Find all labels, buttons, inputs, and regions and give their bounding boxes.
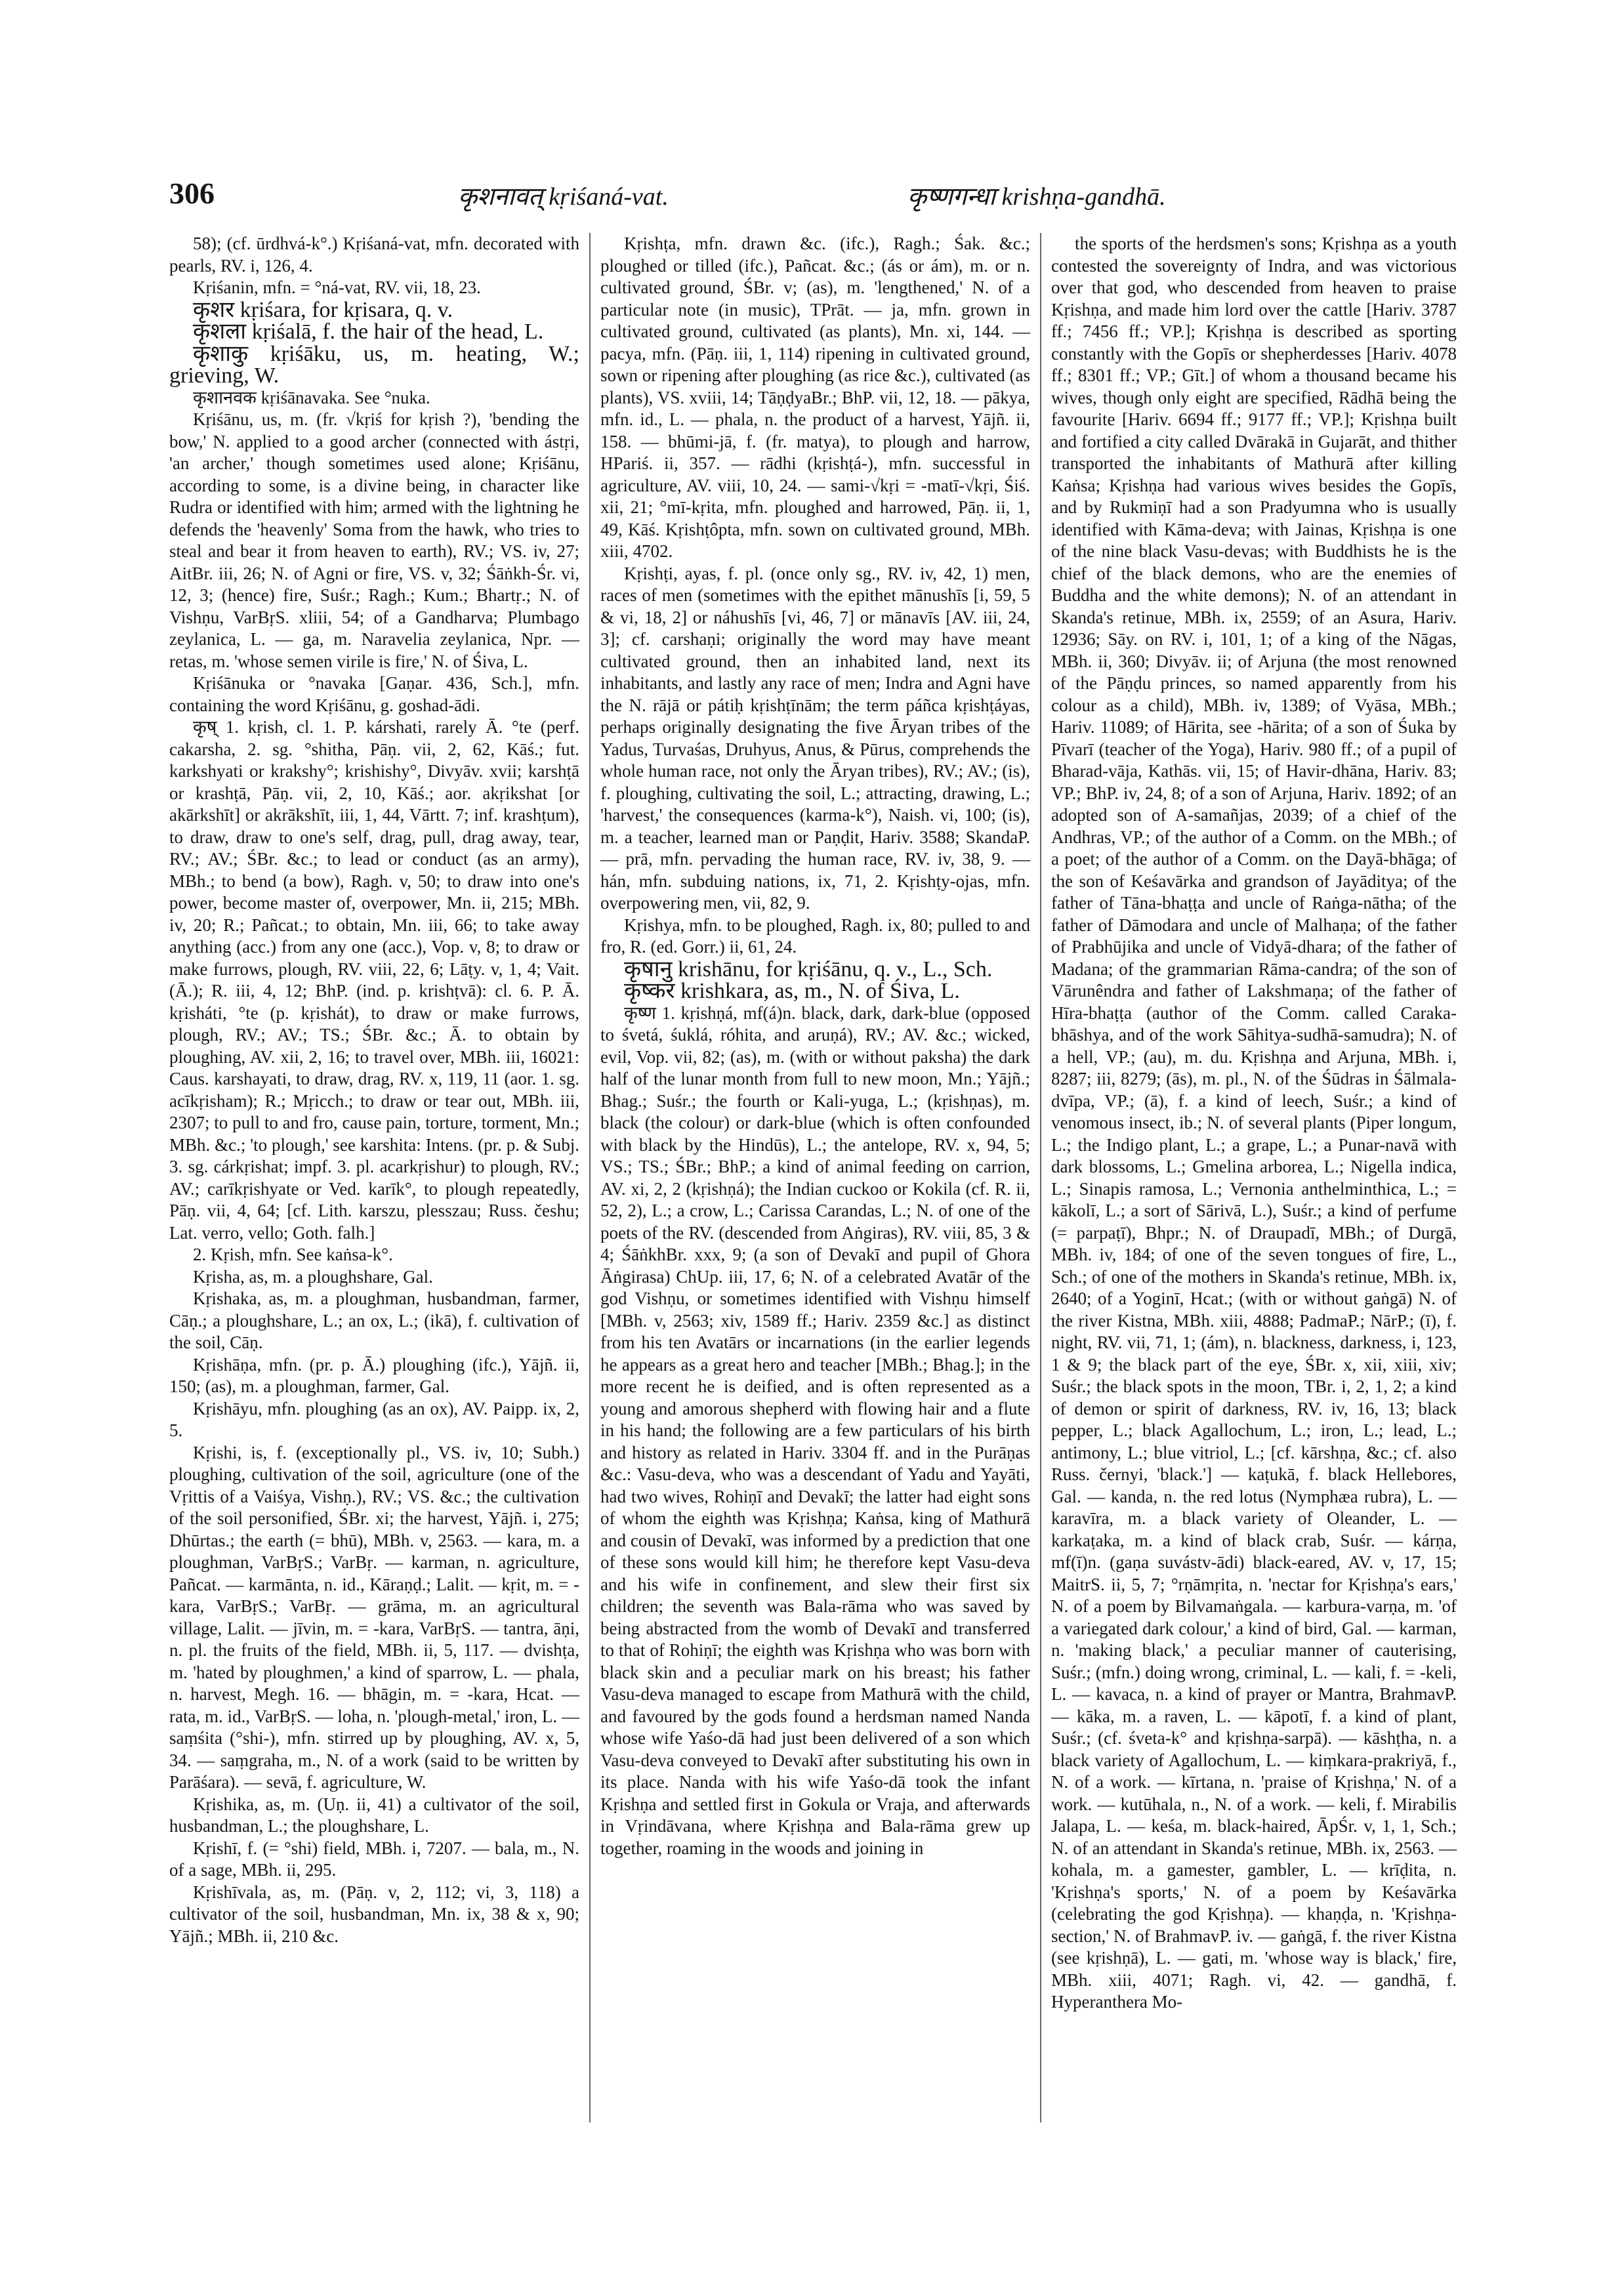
- entry: 58); (cf. ūrdhvá-k°.) Kṛiśaná-vat, mfn. decorated with pearls, RV. i, 126, 4.: [169, 234, 579, 276]
- column-2: [600, 233, 1030, 1859]
- entry: Kṛishi, is, f. (exceptionally pl., VS. iv, 10; Subh.) ploughing, cultivation of the soil, agriculture (one of the Vṛittis of a Vaiśya, Vishṇ.), RV.; VS. &c.; the cultivation of the soil personified, ŚBr. xi; the harvest, Yājñ. i, 275; Dhūrtas.; the earth (= bhū), MBh. v, 2563. — kara, m. a ploughman, VarBṛS.; VarBṛ. — karman, n. agriculture, Pañcat. — karmānta, n. id., Kāraṇḍ.; Lalit. — kṛit, m. = -kara, VarBṛS.; VarBṛ. — grāma, m. an agricultural village, Lalit. — jīvin, m. = -kara, VarBṛS. — tantra, āṇi, n. pl. the fruits of the field, MBh. ii, 5, 117. — dvishṭa, m. 'hated by ploughmen,' a kind of sparrow, L. — phala, n. harvest, Megh. 16. — bhāgin, m. = -kara, Hcat. — rata, m. id., VarBṛS. — loha, n. 'plough-metal,' iron, L. — saṃśita (°shi-), mfn. stirred up by ploughing, AV. x, 5, 34. — saṃgraha, m., N. of a work (said to be written by Parāśara). — sevā, f. agriculture, W.: [169, 1442, 579, 1792]
- entry: Kṛishāṇa, mfn. (pr. p. Ā.) ploughing (ifc.), Yājñ. ii, 150; (as), m. a ploughman, farmer, Gal.: [169, 1354, 579, 1396]
- page-number: 306: [169, 176, 215, 210]
- running-head-left: कृशनावत् kṛiśaná-vat.: [458, 183, 669, 211]
- entry: Kṛishīvala, as, m. (Pāṇ. v, 2, 112; vi, 3, 118) a cultivator of the soil, husbandman, Mn. ix, 38 & x, 90; Yājñ.; MBh. ii, 210 &c.: [169, 1882, 579, 1946]
- entry: कृष्कर krishkara, as, m., N. of Śiva, L.: [624, 979, 960, 1003]
- entry: कृशर kṛiśara, for kṛisara, q. v.: [193, 297, 453, 322]
- entry: Kṛishika, as, m. (Uṇ. ii, 41) a cultivator of the soil, husbandman, L.; the ploughshare, L.: [169, 1794, 579, 1836]
- page-header: [169, 176, 1455, 228]
- entry: कृशानवक kṛiśānavaka. See °nuka.: [193, 387, 430, 407]
- column-divider-2: [1040, 233, 1041, 2122]
- column-3: [1051, 233, 1457, 2014]
- entry: कृशला kṛiśalā, f. the hair of the head, L.: [193, 320, 544, 344]
- entry: Kṛishī, f. (= °shi) field, MBh. i, 7207. — bala, m., N. of a sage, MBh. ii, 295.: [169, 1838, 579, 1880]
- entry: कृशाकु kṛiśāku, us, m. heating, W.; grieving, W.: [169, 341, 579, 388]
- entry: Kṛishya, mfn. to be ploughed, Ragh. ix, 80; pulled to and fro, R. (ed. Gorr.) ii, 61, 24.: [600, 915, 1030, 957]
- entry: कृष्ण 1. kṛishṇá, mf(á)n. black, dark, dark-blue (opposed to śvetá, śuklá, róhita, and aruṇá), RV.; AV. &c.; wicked, evil, Vop. vii, 82; (as), m. (with or without paksha) the dark half of the lunar month from full to new moon, Mn.; Yājñ.; Bhag.; Suśr.; the fourth or Kali-yuga, L.; (kṛishṇas), m. black (the colour) or dark-blue (which is often confounded with black by the Hindūs), L.; the antelope, RV. x, 94, 5; VS.; TS.; ŚBr.; BhP.; a kind of animal feeding on carrion, AV. xi, 2, 2 (kṛishṇá); the Indian cuckoo or Kokila (cf. R. ii, 52, 2), L.; a crow, L.; Carissa Carandas, L.; N. of one of the poets of the RV. (descended from Aṅgiras), RV. viii, 85, 3 & 4; ŚāṅkhBr. xxx, 9; (a son of Devakī and pupil of Ghora Āṅgirasa) ChUp. iii, 17, 6; N. of a celebrated Avatār of the god Vishṇu, or sometimes identified with Vishṇu himself [MBh. v, 2563; xiv, 1589 ff.; Hariv. 2359 &c.] as distinct from his ten Avatārs or incarnations (in the earlier legends he appears as a great hero and teacher [MBh.; Bhag.]; in the more recent he is deified, and is often represented as a young and amorous shepherd with flowing hair and a flute in his hand; the following are a few particulars of his birth and history as related in Hariv. 3304 ff. and in the Purāṇas &c.: Vasu-deva, who was a descendant of Yadu and Yayāti, had two wives, Rohiṇī and Devakī; the latter had eight sons of whom the eighth was Kṛishṇa; Kaṅsa, king of Mathurā and cousin of Devakī, was informed by a prediction that one of these sons would kill him; he therefore kept Vasu-deva and his wife in confinement, and slew their first six children; the seventh was Bala-rāma who was saved by being abstracted from the womb of Devakī and transferred to that of Rohiṇī; the eighth was Kṛishṇa who was born with black skin and a peculiar mark on his breast; his father Vasu-deva managed to escape from Mathurā with the child, and favoured by the gods found a herdsman named Nanda whose wife Yaśo-dā had just been delivered of a son which Vasu-deva conveyed to Devakī after substituting his own in its place. Nanda with his wife Yaśo-dā took the infant Kṛishṇa and settled first in Gokula or Vraja, and afterwards in Vṛindāvana, where Kṛishṇa and Bala-rāma grew up together, roaming in the woods and joining in: [600, 1003, 1030, 1858]
- entry: Kṛishṭa, mfn. drawn &c. (ifc.), Ragh.; Śak. &c.; ploughed or tilled (ifc.), Pañcat. &c.; (ás or ám), m. or n. cultivated ground, ŚBr. v; (as), m. 'lengthened,' N. of a particular note (in music), TPrāt. — ja, mfn. grown in cultivated ground, cultivated (as plants), Mn. xi, 144. — pacya, mfn. (Pāṇ. iii, 1, 114) ripening in cultivated ground, sown or ripening after ploughing (as rice &c.), cultivated (as plants), VS. xviii, 14; TāṇḍyaBr.; BhP. vii, 12, 18. — pākya, mfn. id., L. — phala, n. the product of a harvest, Yājñ. ii, 158. — bhūmi-jā, f. (fr. matya), to plough and harrow, HPariś. ii, 357. — rādhi (kṛishṭá-), mfn. successful in agriculture, AV. viii, 10, 24. — sami-√kṛi = -matī-√kṛi, Śiś. xii, 21; °mī-kṛita, mfn. ploughed and harrowed, Pāṇ. ii, 1, 49, Kāś. Kṛishṭôpta, mfn. sown on cultivated ground, MBh. xiii, 4702.: [600, 234, 1030, 561]
- entry: कृषानु krishānu, for kṛiśānu, q. v., L., Sch.: [624, 957, 993, 982]
- entry: कृष् 1. kṛish, cl. 1. P. kárshati, rarely Ā. °te (perf. cakarsha, 2. sg. °shitha, Pāṇ. vii, 2, 62, Kāś.; fut. karkshyati or krakshy°; krishishy°, Divyāv. xvii; karshṭā or krashṭā, Pāṇ. vii, 2, 10, Kāś.; aor. akṛikshat [or akārkshīt] or akrākshīt, iii, 1, 44, Vārtt. 7; inf. krashṭum), to draw, draw to one's self, drag, pull, drag away, tear, RV.; AV.; ŚBr. &c.; to lead or conduct (as an army), MBh.; to bend (a bow), Ragh. v, 50; to draw into one's power, become master of, overpower, Mn. ii, 215; MBh. iv, 20; R.; Pañcat.; to obtain, Mn. iii, 66; to take away anything (acc.) from any one (acc.), Vop. v, 8; to draw or make furrows, plough, RV. viii, 22, 6; Lāṭy. v, 1, 4; Vait. (Ā.); R. iii, 4, 12; BhP. (ind. p. krishṭvā): cl. 6. P. Ā. kṛisháti, °te (p. kṛishát), to draw or make furrows, plough, RV.; AV.; TS.; ŚBr. &c.; Ā. to obtain by ploughing, AV. xii, 2, 16; to travel over, MBh. iii, 16021: Caus. karshayati, to draw, drag, RV. x, 119, 11 (aor. 1. sg. acīkṛisham); R.; Mṛicch.; to draw or tear out, MBh. iii, 2307; to pull to and fro, cause pain, torture, torment, Mn.; MBh. &c.; 'to plough,' see karshita: Intens. (pr. p. & Subj. 3. sg. cárkṛishat; impf. 3. pl. acarkṛishur) to plough, RV.; AV.; carīkṛishyate or Ved. karīk°, to plough repeatedly, Pāṇ. vii, 4, 64; [cf. Lith. karszu, plesszau; Russ. česhu; Lat. verro, vello; Goth. falh.]: [169, 717, 579, 1243]
- entry: Kṛisha, as, m. a ploughshare, Gal.: [193, 1266, 433, 1287]
- entry: Kṛiśānuka or °navaka [Gaṇar. 436, Sch.], mfn. containing the word Kṛiśānu, g. goshad-ādi.: [169, 673, 579, 715]
- entry: Kṛiśanin, mfn. = °ná-vat, RV. vii, 18, 23.: [193, 278, 481, 297]
- entry: Kṛiśānu, us, m. (fr. √kṛiś for kṛish ?), 'bending the bow,' N. applied to a good archer (connected with ástṛi, 'an archer,' though sometimes used alone; Kṛiśānu, according to some, is a divine being, in character like Rudra or identified with him; armed with the lightning he defends the 'heavenly' Soma from the hawk, who tries to steal and bear it from heaven to earth), RV.; VS. iv, 27; AitBr. iii, 26; N. of Agni or fire, VS. v, 32; Śāṅkh-Śr. vi, 12, 3; (hence) fire, Suśr.; Ragh.; Kum.; Bhartṛ.; N. of Vishṇu, VarBṛS. xliii, 54; of a Gandharva; Plumbago zeylanica, L. — ga, m. Naravelia zeylanica, Npr. — retas, m. 'whose semen virile is fire,' N. of Śiva, L.: [169, 409, 579, 671]
- entry: Kṛishṭi, ayas, f. pl. (once only sg., RV. iv, 42, 1) men, races of men (sometimes with the epithet mānushīs [i, 59, 5 & vi, 18, 2] or náhushīs [vi, 46, 7] or mānavīs [AV. iii, 24, 3]; cf. carshaṇi; originally the word may have meant cultivated ground, then an inhabited land, next its inhabitants, and lastly any race of men; Indra and Agni have the N. rājā or pátiḥ kṛishṭīnām; the term páñca kṛishṭáyas, perhaps originally designating the five Āryan tribes of the Yadus, Turvaśas, Druhyus, Anus, & Pūrus, comprehends the whole human race, not only the Āryan tribes), RV.; AV.; (is), f. ploughing, cultivating the soil, L.; attracting, drawing, L.; 'harvest,' the consequences (karma-k°), Naish. vi, 100; (is), m. a teacher, learned man or Paṇḍit, Hariv. 3588; SkandaP. — prā, mfn. pervading the human race, RV. iv, 38, 9. — hán, mfn. subduing nations, ix, 71, 2. Kṛishṭy-ojas, mfn. overpowering men, vii, 82, 9.: [600, 563, 1030, 913]
- entry: Kṛishaka, as, m. a ploughman, husbandman, farmer, Cāṇ.; a ploughshare, L.; an ox, L.; (ikā), f. cultivation of the soil, Cāṇ.: [169, 1289, 579, 1352]
- column-divider-1: [589, 233, 591, 2122]
- entry: 2. Kṛish, mfn. See kaṅsa-k°.: [193, 1245, 393, 1264]
- column-1: [169, 233, 579, 1947]
- entry: Kṛishāyu, mfn. ploughing (as an ox), AV. Paipp. ix, 2, 5.: [169, 1398, 579, 1440]
- entry: the sports of the herdsmen's sons; Kṛishṇa as a youth contested the sovereignty of Indra, and was victorious over that god, who descended from heaven to praise Kṛishṇa, and made him lord over the cattle [Hariv. 3787 ff.; 7456 ff.; VP.]; Kṛishṇa is described as sporting constantly with the Gopīs or shepherdesses [Hariv. 4078 ff.; 8301 ff.; VP.; Gīt.] of whom a thousand became his wives, though only eight are specified, Rādhā being the favourite [Hariv. 6694 ff.; 9177 ff.; VP.]; Kṛishṇa built and fortified a city called Dvārakā in Gujarāt, and thither transported the inhabitants of Mathurā after killing Kaṅsa; Kṛishṇa had various wives besides the Gopīs, and by Rukmiṇī had a son Pradyumna who is usually identified with Kāma-deva; with Jainas, Kṛishṇa is one of the nine black Vasu-devas; with Buddhists he is the chief of the black demons, who are the enemies of Buddha and the white demons); N. of an attendant in Skanda's retinue, MBh. ix, 2559; of an Asura, Hariv. 12936; Sāy. on RV. i, 101, 1; of a king of the Nāgas, MBh. ii, 360; Divyāv. ii; of Arjuna (the most renowned of the Pāṇḍu princes, so named apparently from his colour as a child), MBh. iv, 1389; of Vyāsa, MBh.; Hariv. 11089; of Hārita, see -hārita; of a son of Śuka by Pīvarī (teacher of the Yoga), Hariv. 980 ff.; of a pupil of Bharad-vāja, Kathās. vii, 15; of Havir-dhāna, Hariv. 83; VP.; BhP. iv, 24, 8; of a son of Arjuna, Hariv. 1892; of an adopted son of A-samañjas, 2039; of a chief of the Andhras, VP.; of the author of a Comm. on the MBh.; of a poet; of the author of a Comm. on the Dayā-bhāga; of the son of Keśavārka and grandson of Jayāditya; of the father of Tāna-bhaṭṭa and uncle of Raṅga-nātha; of the father of Dāmodara and uncle of Malhaṇa; of the father of Prabhūjika and uncle of Vidyā-dhara; of the father of Madana; of the grammarian Rāma-candra; of the son of Vārunêndra and father of Lakshmaṇa; of the father of Hīra-bhaṭṭa (author of the Comm. called Caraka-bhāshya, and of the work Sāhitya-sudhā-samudra); N. of a hell, VP.; (au), m. du. Kṛishṇa and Arjuna, MBh. i, 8287; iii, 8279; (ās), m. pl., N. of the Śūdras in Śālmala-dvīpa, VP.; (ā), f. a kind of leech, Suśr.; a kind of venomous insect, ib.; N. of several plants (Piper longum, L.; the Indigo plant, L.; a grape, L.; a Punar-navā with dark blossoms, L.; Gmelina arborea, L.; Nigella indica, L.; Sinapis ramosa, L.; Vernonia anthelminthica, L.; = kākolī, L.; a sort of Sārivā, L.), Suśr.; a kind of perfume (= parpaṭī), Bhpr.; N. of Draupadī, MBh.; of Durgā, MBh. iv, 184; of one of the seven tongues of fire, L., Sch.; of one of the mothers in Skanda's retinue, MBh. ix, 2640; of a Yoginī, Hcat.; (with or without gaṅgā) N. of the river Kistna, MBh. xiii, 4888; PadmaP.; NārP.; (ī), f. night, RV. vii, 71, 1; (ám), n. blackness, darkness, i, 123, 1 & 9; the black part of the eye, ŚBr. x, xii, xiii, xiv; Suśr.; the black spots in the moon, TBr. i, 2, 1, 2; a kind of demon or spirit of darkness, RV. iv, 16, 13; black pepper, L.; black Agallochum, L.; iron, L.; lead, L.; antimony, L.; blue vitriol, L.; [cf. kārshṇa, &c.; cf. also Russ. černyi, 'black.'] — kaṭukā, f. black Hellebores, Gal. — kanda, n. the red lotus (Nymphæa rubra), L. — karavīra, m. a black variety of Oleander, L. — karkaṭaka, m. a kind of black crab, Suśr. — kárṇa, mf(ī)n. (gaṇa suvástv-ādi) black-eared, AV. v, 17, 15; MaitrS. ii, 5, 7; °rṇāmṛita, n. 'nectar for Kṛishṇa's ears,' N. of a poem by Bilvamaṅgala. — karbura-varṇa, m. 'of a variegated dark colour,' a kind of bird, Gal. — karman, n. 'making black,' a peculiar manner of cauterising, Suśr.; (mfn.) doing wrong, criminal, L. — kali, f. = -keli, L. — kavaca, n. a kind of prayer or Mantra, BrahmavP. — kāka, m. a raven, L. — kāpotī, f. a kind of plant, Suśr.; (cf. śveta-k° and kṛishṇa-sarpā). — kāshṭha, n. a black variety of Agallochum, L. — kiṃkara-prakriyā, f., N. of a work. — kīrtana, n. 'praise of Kṛishṇa,' N. of a work. — kutūhala, n., N. of a work. — keli, f. Mirabilis Jalapa, L. — keśa, m. black-haired, ĀpŚr. v, 1, 1, Sch.; N. of an attendant in Skanda's retinue, MBh. ix, 2563. — kohala, m. a gamester, gambler, L. — krīḍita, n. 'Kṛishṇa's sports,' N. of a poem by Keśavārka (celebrating the god Kṛishṇa). — khaṇḍa, n. 'Kṛishṇa-section,' N. of BrahmavP. iv. — gaṅgā, f. the river Kistna (see kṛishṇā), L. — gati, m. 'whose way is black,' fire, MBh. xiii, 4071; Ragh. vi, 42. — gandhā, f. Hyperanthera Mo-: [1051, 234, 1457, 2012]
- running-head-right: कृष्णगन्धा krishṇa-gandhā.: [907, 183, 1166, 211]
